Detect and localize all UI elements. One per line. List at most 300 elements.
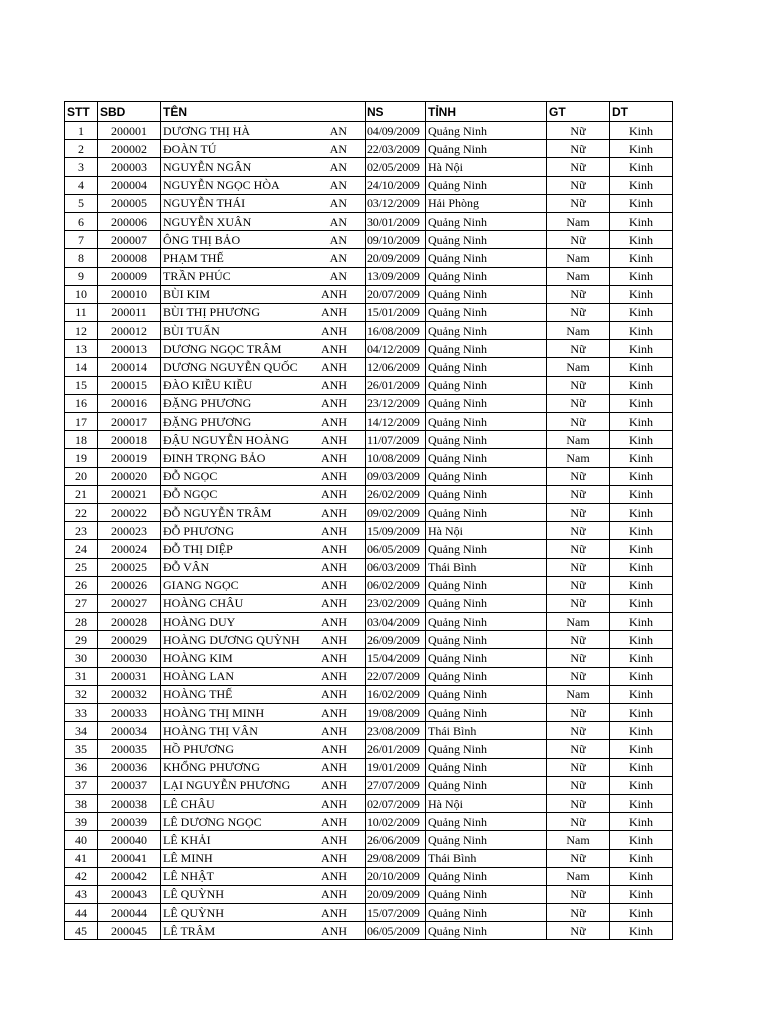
cell-stt: 44 (65, 904, 98, 922)
cell-gt: Nữ (547, 158, 610, 176)
table-row (65, 485, 673, 503)
table-row (65, 431, 673, 449)
table-row (65, 704, 673, 722)
cell-sbd: 200043 (98, 885, 161, 903)
cell-dt: Kinh (610, 758, 673, 776)
table-row (65, 594, 673, 612)
cell-tinh: Quảng Ninh (426, 540, 547, 558)
cell-sbd: 200014 (98, 358, 161, 376)
cell-ns: 03/12/2009 (366, 194, 426, 212)
cell-ten-given: ANH (321, 741, 347, 756)
cell-gt: Nữ (547, 740, 610, 758)
table-row (65, 449, 673, 467)
cell-sbd: 200040 (98, 831, 161, 849)
cell-sbd: 200006 (98, 212, 161, 230)
cell-sbd: 200024 (98, 540, 161, 558)
cell-tinh: Quảng Ninh (426, 885, 547, 903)
cell-dt: Kinh (610, 794, 673, 812)
cell-dt: Kinh (610, 194, 673, 212)
cell-ho-dem: ĐỖ VÂN (163, 560, 210, 575)
cell-dt: Kinh (610, 722, 673, 740)
cell-sbd: 200044 (98, 904, 161, 922)
cell-ns: 19/08/2009 (366, 704, 426, 722)
table-row (65, 867, 673, 885)
cell-gt: Nam (547, 613, 610, 631)
cell-ns: 23/02/2009 (366, 594, 426, 612)
table-row (65, 340, 673, 358)
cell-ten (161, 649, 366, 667)
cell-ho-dem: NGUYỄN NGỌC HÒA (163, 178, 280, 193)
table-header (65, 102, 673, 122)
cell-stt: 38 (65, 794, 98, 812)
cell-ns: 15/01/2009 (366, 303, 426, 321)
cell-tinh: Quảng Ninh (426, 449, 547, 467)
cell-ten-given: AN (329, 269, 347, 284)
cell-ns: 03/04/2009 (366, 613, 426, 631)
cell-ho-dem: HỒ PHƯƠNG (163, 741, 234, 756)
cell-dt: Kinh (610, 904, 673, 922)
cell-ten (161, 613, 366, 631)
cell-tinh: Quảng Ninh (426, 813, 547, 831)
cell-ten (161, 849, 366, 867)
cell-dt: Kinh (610, 558, 673, 576)
cell-sbd: 200010 (98, 285, 161, 303)
student-list-table (64, 101, 673, 940)
cell-tinh: Quảng Ninh (426, 649, 547, 667)
cell-dt: Kinh (610, 303, 673, 321)
cell-ten (161, 212, 366, 230)
cell-tinh: Quảng Ninh (426, 431, 547, 449)
table-row (65, 231, 673, 249)
cell-stt: 23 (65, 522, 98, 540)
cell-ns: 16/08/2009 (366, 322, 426, 340)
cell-ho-dem: BÙI KIM (163, 287, 210, 302)
cell-tinh: Quảng Ninh (426, 667, 547, 685)
cell-ten (161, 449, 366, 467)
cell-stt: 19 (65, 449, 98, 467)
cell-gt: Nam (547, 249, 610, 267)
cell-gt: Nam (547, 867, 610, 885)
cell-ten (161, 394, 366, 412)
cell-stt: 28 (65, 613, 98, 631)
cell-tinh: Quảng Ninh (426, 485, 547, 503)
table-row (65, 813, 673, 831)
cell-ten (161, 758, 366, 776)
cell-ten-given: ANH (321, 360, 347, 375)
cell-gt: Nữ (547, 285, 610, 303)
cell-tinh: Quảng Ninh (426, 212, 547, 230)
cell-ten-given: ANH (321, 596, 347, 611)
cell-tinh: Quảng Ninh (426, 467, 547, 485)
cell-ten (161, 885, 366, 903)
cell-ns: 04/09/2009 (366, 122, 426, 140)
cell-gt: Nữ (547, 467, 610, 485)
cell-ho-dem: ĐỖ NGỌC (163, 469, 218, 484)
cell-dt: Kinh (610, 776, 673, 794)
table-row (65, 194, 673, 212)
cell-ten-given: ANH (321, 414, 347, 429)
cell-gt: Nữ (547, 649, 610, 667)
cell-ten-given: AN (329, 178, 347, 193)
cell-gt: Nữ (547, 776, 610, 794)
cell-ten (161, 358, 366, 376)
cell-stt: 21 (65, 485, 98, 503)
cell-dt: Kinh (610, 540, 673, 558)
cell-stt: 20 (65, 467, 98, 485)
cell-ten (161, 431, 366, 449)
cell-sbd: 200018 (98, 431, 161, 449)
cell-ten (161, 776, 366, 794)
cell-ten (161, 485, 366, 503)
cell-ns: 16/02/2009 (366, 685, 426, 703)
col-header-ns: NS (366, 102, 426, 122)
table-row (65, 285, 673, 303)
cell-ns: 09/02/2009 (366, 503, 426, 521)
cell-ns: 09/10/2009 (366, 231, 426, 249)
cell-dt: Kinh (610, 831, 673, 849)
cell-sbd: 200036 (98, 758, 161, 776)
cell-gt: Nam (547, 449, 610, 467)
cell-ten (161, 631, 366, 649)
cell-ns: 29/08/2009 (366, 849, 426, 867)
cell-dt: Kinh (610, 704, 673, 722)
cell-sbd: 200025 (98, 558, 161, 576)
cell-tinh: Quảng Ninh (426, 922, 547, 940)
cell-sbd: 200013 (98, 340, 161, 358)
table-row (65, 413, 673, 431)
table-row (65, 212, 673, 230)
cell-gt: Nữ (547, 540, 610, 558)
cell-ten-given: AN (329, 232, 347, 247)
cell-ho-dem: ĐINH TRỌNG BẢO (163, 450, 266, 465)
cell-gt: Nữ (547, 522, 610, 540)
cell-sbd: 200030 (98, 649, 161, 667)
table-row (65, 740, 673, 758)
cell-ns: 20/09/2009 (366, 249, 426, 267)
cell-ns: 26/01/2009 (366, 376, 426, 394)
cell-ho-dem: HOÀNG DUY (163, 614, 236, 629)
cell-gt: Nữ (547, 885, 610, 903)
cell-gt: Nữ (547, 231, 610, 249)
cell-tinh: Quảng Ninh (426, 867, 547, 885)
cell-sbd: 200019 (98, 449, 161, 467)
cell-stt: 26 (65, 576, 98, 594)
cell-ten (161, 558, 366, 576)
table-row (65, 267, 673, 285)
cell-ten-given: ANH (321, 614, 347, 629)
cell-sbd: 200003 (98, 158, 161, 176)
cell-ten-given: AN (329, 123, 347, 138)
cell-dt: Kinh (610, 449, 673, 467)
cell-ten-given: ANH (321, 687, 347, 702)
cell-gt: Nữ (547, 340, 610, 358)
cell-sbd: 200004 (98, 176, 161, 194)
cell-gt: Nữ (547, 667, 610, 685)
cell-stt: 39 (65, 813, 98, 831)
table-body (65, 122, 673, 940)
cell-stt: 7 (65, 231, 98, 249)
cell-ten (161, 249, 366, 267)
cell-ns: 26/01/2009 (366, 740, 426, 758)
cell-ten (161, 413, 366, 431)
cell-ho-dem: DƯƠNG NGỌC TRÂM (163, 341, 282, 356)
cell-stt: 34 (65, 722, 98, 740)
cell-ns: 22/03/2009 (366, 140, 426, 158)
cell-ns: 10/02/2009 (366, 813, 426, 831)
cell-gt: Nữ (547, 394, 610, 412)
cell-ten-given: ANH (321, 705, 347, 720)
cell-ten-given: ANH (321, 887, 347, 902)
cell-ns: 13/09/2009 (366, 267, 426, 285)
cell-sbd: 200037 (98, 776, 161, 794)
cell-tinh: Quảng Ninh (426, 576, 547, 594)
cell-gt: Nữ (547, 122, 610, 140)
cell-ns: 20/09/2009 (366, 885, 426, 903)
cell-ns: 06/02/2009 (366, 576, 426, 594)
cell-ten-given: ANH (321, 905, 347, 920)
cell-ten-given: ANH (321, 523, 347, 538)
cell-ho-dem: HOÀNG KIM (163, 651, 233, 666)
table-row (65, 122, 673, 140)
cell-tinh: Quảng Ninh (426, 340, 547, 358)
table-row (65, 904, 673, 922)
cell-ten (161, 722, 366, 740)
cell-stt: 45 (65, 922, 98, 940)
cell-ho-dem: HOÀNG THỊ MINH (163, 705, 265, 720)
cell-ten-given: ANH (321, 450, 347, 465)
cell-ho-dem: PHẠM THẾ (163, 250, 224, 265)
cell-ho-dem: ĐỖ THỊ DIỆP (163, 541, 233, 556)
cell-ten-given: ANH (321, 796, 347, 811)
col-header-stt: STT (65, 102, 98, 122)
cell-gt: Nữ (547, 594, 610, 612)
cell-ten-given: ANH (321, 432, 347, 447)
cell-stt: 22 (65, 503, 98, 521)
cell-ho-dem: HOÀNG LAN (163, 669, 234, 684)
cell-ho-dem: TRẦN PHÚC (163, 269, 231, 284)
cell-ho-dem: NGUYỄN NGÂN (163, 159, 252, 174)
cell-ho-dem: DƯƠNG NGUYỄN QUỐC (163, 360, 298, 375)
cell-ten-given: ANH (321, 341, 347, 356)
cell-dt: Kinh (610, 631, 673, 649)
cell-tinh: Quảng Ninh (426, 303, 547, 321)
table-row (65, 831, 673, 849)
cell-ho-dem: LÊ QUỲNH (163, 887, 224, 902)
cell-tinh: Quảng Ninh (426, 358, 547, 376)
cell-tinh: Quảng Ninh (426, 904, 547, 922)
cell-tinh: Quảng Ninh (426, 503, 547, 521)
cell-gt: Nam (547, 431, 610, 449)
cell-dt: Kinh (610, 212, 673, 230)
cell-stt: 37 (65, 776, 98, 794)
cell-tinh: Quảng Ninh (426, 376, 547, 394)
cell-ho-dem: HOÀNG DƯƠNG QUỲNH (163, 632, 300, 647)
cell-gt: Nam (547, 322, 610, 340)
cell-dt: Kinh (610, 231, 673, 249)
cell-ten-given: ANH (321, 487, 347, 502)
cell-dt: Kinh (610, 249, 673, 267)
col-header-sbd: SBD (98, 102, 161, 122)
cell-dt: Kinh (610, 267, 673, 285)
cell-tinh: Hà Nội (426, 522, 547, 540)
cell-ten (161, 231, 366, 249)
cell-sbd: 200002 (98, 140, 161, 158)
cell-stt: 13 (65, 340, 98, 358)
cell-ten (161, 376, 366, 394)
cell-ten-given: ANH (321, 469, 347, 484)
cell-stt: 30 (65, 649, 98, 667)
cell-dt: Kinh (610, 849, 673, 867)
table-row (65, 303, 673, 321)
cell-ns: 10/08/2009 (366, 449, 426, 467)
cell-dt: Kinh (610, 431, 673, 449)
cell-tinh: Quảng Ninh (426, 594, 547, 612)
cell-ten-given: ANH (321, 632, 347, 647)
cell-ho-dem: DƯƠNG THỊ HÀ (163, 123, 251, 138)
cell-ten (161, 194, 366, 212)
cell-gt: Nữ (547, 558, 610, 576)
cell-sbd: 200012 (98, 322, 161, 340)
cell-sbd: 200029 (98, 631, 161, 649)
cell-ns: 15/04/2009 (366, 649, 426, 667)
cell-sbd: 200032 (98, 685, 161, 703)
cell-stt: 24 (65, 540, 98, 558)
table-row (65, 776, 673, 794)
cell-ho-dem: LÊ CHÂU (163, 796, 215, 811)
col-header-ten: TÊN (161, 102, 366, 122)
cell-ten (161, 704, 366, 722)
cell-dt: Kinh (610, 667, 673, 685)
cell-ns: 15/09/2009 (366, 522, 426, 540)
cell-stt: 12 (65, 322, 98, 340)
cell-ten (161, 794, 366, 812)
cell-gt: Nam (547, 267, 610, 285)
cell-tinh: Quảng Ninh (426, 776, 547, 794)
cell-ten (161, 813, 366, 831)
cell-dt: Kinh (610, 576, 673, 594)
cell-stt: 42 (65, 867, 98, 885)
cell-sbd: 200034 (98, 722, 161, 740)
cell-stt: 4 (65, 176, 98, 194)
table-row (65, 522, 673, 540)
cell-gt: Nam (547, 685, 610, 703)
cell-gt: Nữ (547, 576, 610, 594)
cell-gt: Nữ (547, 813, 610, 831)
table-row (65, 558, 673, 576)
cell-sbd: 200039 (98, 813, 161, 831)
cell-ns: 20/07/2009 (366, 285, 426, 303)
cell-sbd: 200035 (98, 740, 161, 758)
cell-ns: 09/03/2009 (366, 467, 426, 485)
cell-dt: Kinh (610, 613, 673, 631)
cell-ten (161, 576, 366, 594)
cell-dt: Kinh (610, 594, 673, 612)
cell-ten (161, 540, 366, 558)
cell-ns: 12/06/2009 (366, 358, 426, 376)
table-row (65, 922, 673, 940)
table-row (65, 576, 673, 594)
cell-dt: Kinh (610, 922, 673, 940)
cell-ten-given: ANH (321, 378, 347, 393)
cell-stt: 16 (65, 394, 98, 412)
cell-sbd: 200007 (98, 231, 161, 249)
cell-dt: Kinh (610, 285, 673, 303)
cell-stt: 10 (65, 285, 98, 303)
cell-dt: Kinh (610, 740, 673, 758)
cell-ns: 26/09/2009 (366, 631, 426, 649)
cell-ns: 14/12/2009 (366, 413, 426, 431)
cell-ten-given: ANH (321, 832, 347, 847)
cell-stt: 5 (65, 194, 98, 212)
cell-ns: 20/10/2009 (366, 867, 426, 885)
cell-ho-dem: NGUYỄN THÁI (163, 196, 246, 211)
cell-ho-dem: BÙI THỊ PHƯƠNG (163, 305, 261, 320)
cell-stt: 3 (65, 158, 98, 176)
cell-gt: Nữ (547, 849, 610, 867)
cell-ho-dem: ĐỖ NGỌC (163, 487, 218, 502)
cell-ho-dem: BÙI TUẤN (163, 323, 220, 338)
cell-ten (161, 340, 366, 358)
cell-gt: Nữ (547, 758, 610, 776)
cell-dt: Kinh (610, 340, 673, 358)
cell-tinh: Quảng Ninh (426, 831, 547, 849)
table-row (65, 322, 673, 340)
cell-tinh: Thái Bình (426, 722, 547, 740)
table-row (65, 176, 673, 194)
cell-ns: 22/07/2009 (366, 667, 426, 685)
cell-stt: 8 (65, 249, 98, 267)
cell-gt: Nữ (547, 722, 610, 740)
cell-ho-dem: LÊ QUỲNH (163, 905, 224, 920)
cell-dt: Kinh (610, 522, 673, 540)
col-header-gt: GT (547, 102, 610, 122)
cell-sbd: 200015 (98, 376, 161, 394)
cell-gt: Nữ (547, 704, 610, 722)
cell-sbd: 200020 (98, 467, 161, 485)
cell-ten (161, 522, 366, 540)
cell-dt: Kinh (610, 122, 673, 140)
cell-ten (161, 158, 366, 176)
cell-ns: 23/12/2009 (366, 394, 426, 412)
cell-ten (161, 503, 366, 521)
cell-ns: 26/02/2009 (366, 485, 426, 503)
cell-ten (161, 867, 366, 885)
cell-ho-dem: ĐẶNG PHƯƠNG (163, 396, 252, 411)
cell-gt: Nữ (547, 922, 610, 940)
table-row (65, 376, 673, 394)
cell-ns: 02/05/2009 (366, 158, 426, 176)
cell-stt: 41 (65, 849, 98, 867)
cell-stt: 33 (65, 704, 98, 722)
cell-dt: Kinh (610, 685, 673, 703)
cell-ten-given: ANH (321, 651, 347, 666)
cell-sbd: 200033 (98, 704, 161, 722)
cell-gt: Nam (547, 358, 610, 376)
cell-sbd: 200028 (98, 613, 161, 631)
cell-tinh: Quảng Ninh (426, 231, 547, 249)
cell-tinh: Quảng Ninh (426, 413, 547, 431)
table-row (65, 540, 673, 558)
cell-ten (161, 831, 366, 849)
cell-sbd: 200001 (98, 122, 161, 140)
cell-stt: 14 (65, 358, 98, 376)
table-row (65, 158, 673, 176)
cell-ten (161, 303, 366, 321)
cell-tinh: Hà Nội (426, 158, 547, 176)
cell-dt: Kinh (610, 140, 673, 158)
cell-dt: Kinh (610, 503, 673, 521)
cell-ns: 06/05/2009 (366, 922, 426, 940)
